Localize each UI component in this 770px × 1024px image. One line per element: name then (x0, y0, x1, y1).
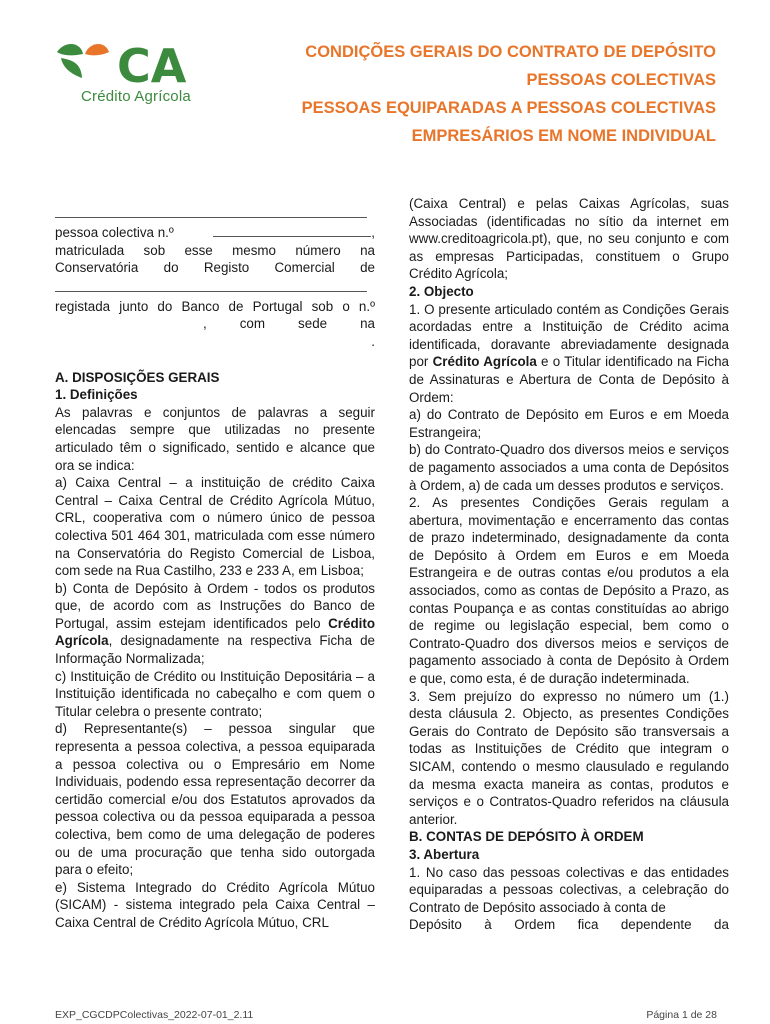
page-number: Página 1 de 28 (646, 1009, 717, 1021)
left-column (55, 203, 375, 932)
section-a-heading: A. DISPOSIÇÕES GERAIS (55, 369, 220, 385)
document-code: EXP_CGCDPColectivas_2022-07-01_2.11 (55, 1009, 254, 1021)
section-b-heading: B. CONTAS DE DEPÓSITO À ORDEM (409, 829, 644, 845)
paragraph-sicam-cont: (Caixa Central) e pelas Caixas Agrícolas, suas Associadas (identificadas no sítio da internet em www.creditoagricola.pt), que, no seu conjunto e com as empresas Participadas, constituem o Grupo Crédito Agrícola; (409, 196, 729, 282)
paragraph-def-a: a) Caixa Central – a instituição de crédito Caixa Central – Caixa Central de Crédito Agrícola Mútuo, CRL, cooperativa com o número único de pessoa colectiva 501 464 301, matriculada com esse número na Conservatória do Registo Comercial de Lisboa, com sede na Rua Castilho, 233 e 233 A, em Lisboa; (55, 475, 375, 579)
title-line-2: PESSOAS COLECTIVAS (526, 71, 716, 89)
paragraph-abertura-1: 1. No caso das pessoas colectivas e das entidades equiparadas a pessoas colectivas, a celebração do Contrato de Depósito associado à conta de (409, 864, 729, 915)
intro-line-1 (55, 224, 375, 242)
nipc-blank[interactable] (213, 224, 371, 237)
title-line-3: PESSOAS EQUIPARADAS A PESSOAS COLECTIVAS (301, 99, 716, 117)
page-footer (55, 1009, 717, 1021)
paragraph-def-c: c) Instituição de Crédito ou Instituição Depositária – a Instituição identificada no cabeçalho e com quem o Titular celebra o presente contrato; (55, 668, 375, 719)
paragraph-abertura-last-line: Depósito à Ordem fica dependente da (409, 917, 729, 933)
section-2-heading: 2. Objecto (409, 283, 474, 299)
paragraph-objecto-a: a) do Contrato de Depósito em Euros e em Moeda Estrangeira; (409, 407, 729, 440)
section-3-heading: 3. Abertura (409, 846, 480, 862)
paragraph-objecto-2: 2. As presentes Condições Gerais regulam a abertura, movimentação e encerramento das contas de prazo indeterminado, designadamente da conta de Depósito à Ordem em Euros e em Moeda Estrangeira e de outras contas e/ou produtos a ela associados, como as contas de Depósito a Prazo, as contas Poupança e as contas constituídas ao abrigo de regime ou legislação especial, bem como o Contrato-Quadro dos diversos meios e serviços de pagamento associado à conta de Depósito à Ordem e que, como esta, é de duração indeterminada. (409, 495, 729, 687)
intro-line-2: matriculada sob esse mesmo número na (55, 242, 375, 258)
intro-comma: , (371, 225, 375, 240)
paragraph-objecto-b: b) do Contrato-Quadro dos diversos meios e serviços de pagamento associados a uma conta de Depósitos à Ordem, a) de cada um desses produtos e serviços. (409, 442, 729, 493)
logo-text: CA (117, 39, 187, 90)
logo-brand-name: Crédito Agrícola (81, 88, 191, 105)
intro-line-5: , com sede na (203, 316, 375, 332)
credito-agricola-logo (55, 38, 205, 113)
document-title (236, 38, 716, 150)
paragraph-objecto-1: 1. O presente articulado contém as Condições Gerais acordadas entre a Instituição de Crédito acima identificada, doravante abreviadamente designada por Crédito Agrícola e o Titular identificado na Ficha de Assinaturas e Abertura de Conta de Depósito à Ordem: (409, 301, 729, 405)
paragraph-def-b: b) Conta de Depósito à Ordem - todos os produtos que, de acordo com as Instruções do Banco de Portugal, assim estejam identificados pelo Crédito Agrícola, designadamente na respectiva Ficha de Informação Normalizada; (55, 580, 375, 667)
intro-line-4: registada junto do Banco de Portugal sob o n.º (55, 298, 375, 314)
title-line-4: EMPRESÁRIOS EM NOME INDIVIDUAL (411, 127, 716, 145)
intro-text: pessoa colectiva n.º (55, 225, 174, 240)
spacer (55, 351, 375, 369)
section-1-heading: 1. Definições (55, 387, 138, 403)
paragraph-definitions-intro: As palavras e conjuntos de palavras a seguir elencadas sempre que utilizadas no presente articulado têm o significado, sentido e alcance que ora se indica: (55, 404, 375, 473)
paragraph-def-e: e) Sistema Integrado do Crédito Agrícola Mútuo (SICAM) - sistema integrado pela Caixa Central – Caixa Central de Crédito Agrícola Mútuo, CRL (55, 879, 375, 930)
title-line-1: CONDIÇÕES GERAIS DO CONTRATO DE DEPÓSITO (305, 43, 716, 61)
conservatoria-blank-line[interactable] (55, 277, 367, 292)
intro-line-3: Conservatória do Registo Comercial de (55, 260, 375, 276)
right-column (409, 195, 729, 934)
name-blank-line[interactable] (55, 203, 367, 218)
intro-line-6: . (371, 333, 375, 349)
logo-mark-icon (55, 38, 205, 90)
paragraph-objecto-3: 3. Sem prejuízo do expresso no número um (1.) desta cláusula 2. Objecto, as presentes Condições Gerais do Contrato de Depósito são transversais a todas as Instituições de Crédito que integram o SICAM, contendo o mesmo clausulado e regulando da mesma exacta maneira as contas, produtos e serviços e o Contratos-Quadro referidos na cláusula anterior. (409, 688, 729, 827)
paragraph-def-d: d) Representante(s) – pessoa singular que representa a pessoa colectiva, a pessoa equiparada a pessoa colectiva ou o Empresário em Nome Individuais, podendo essa representação decorrer da certidão comercial e/ou dos Estatutos aprovados da pessoa colectiva ou da pessoa equiparada a pessoa colectiva, bem como de uma delegação de poderes ou de uma procuração que tenha sido outorgada para o efeito; (55, 721, 375, 878)
